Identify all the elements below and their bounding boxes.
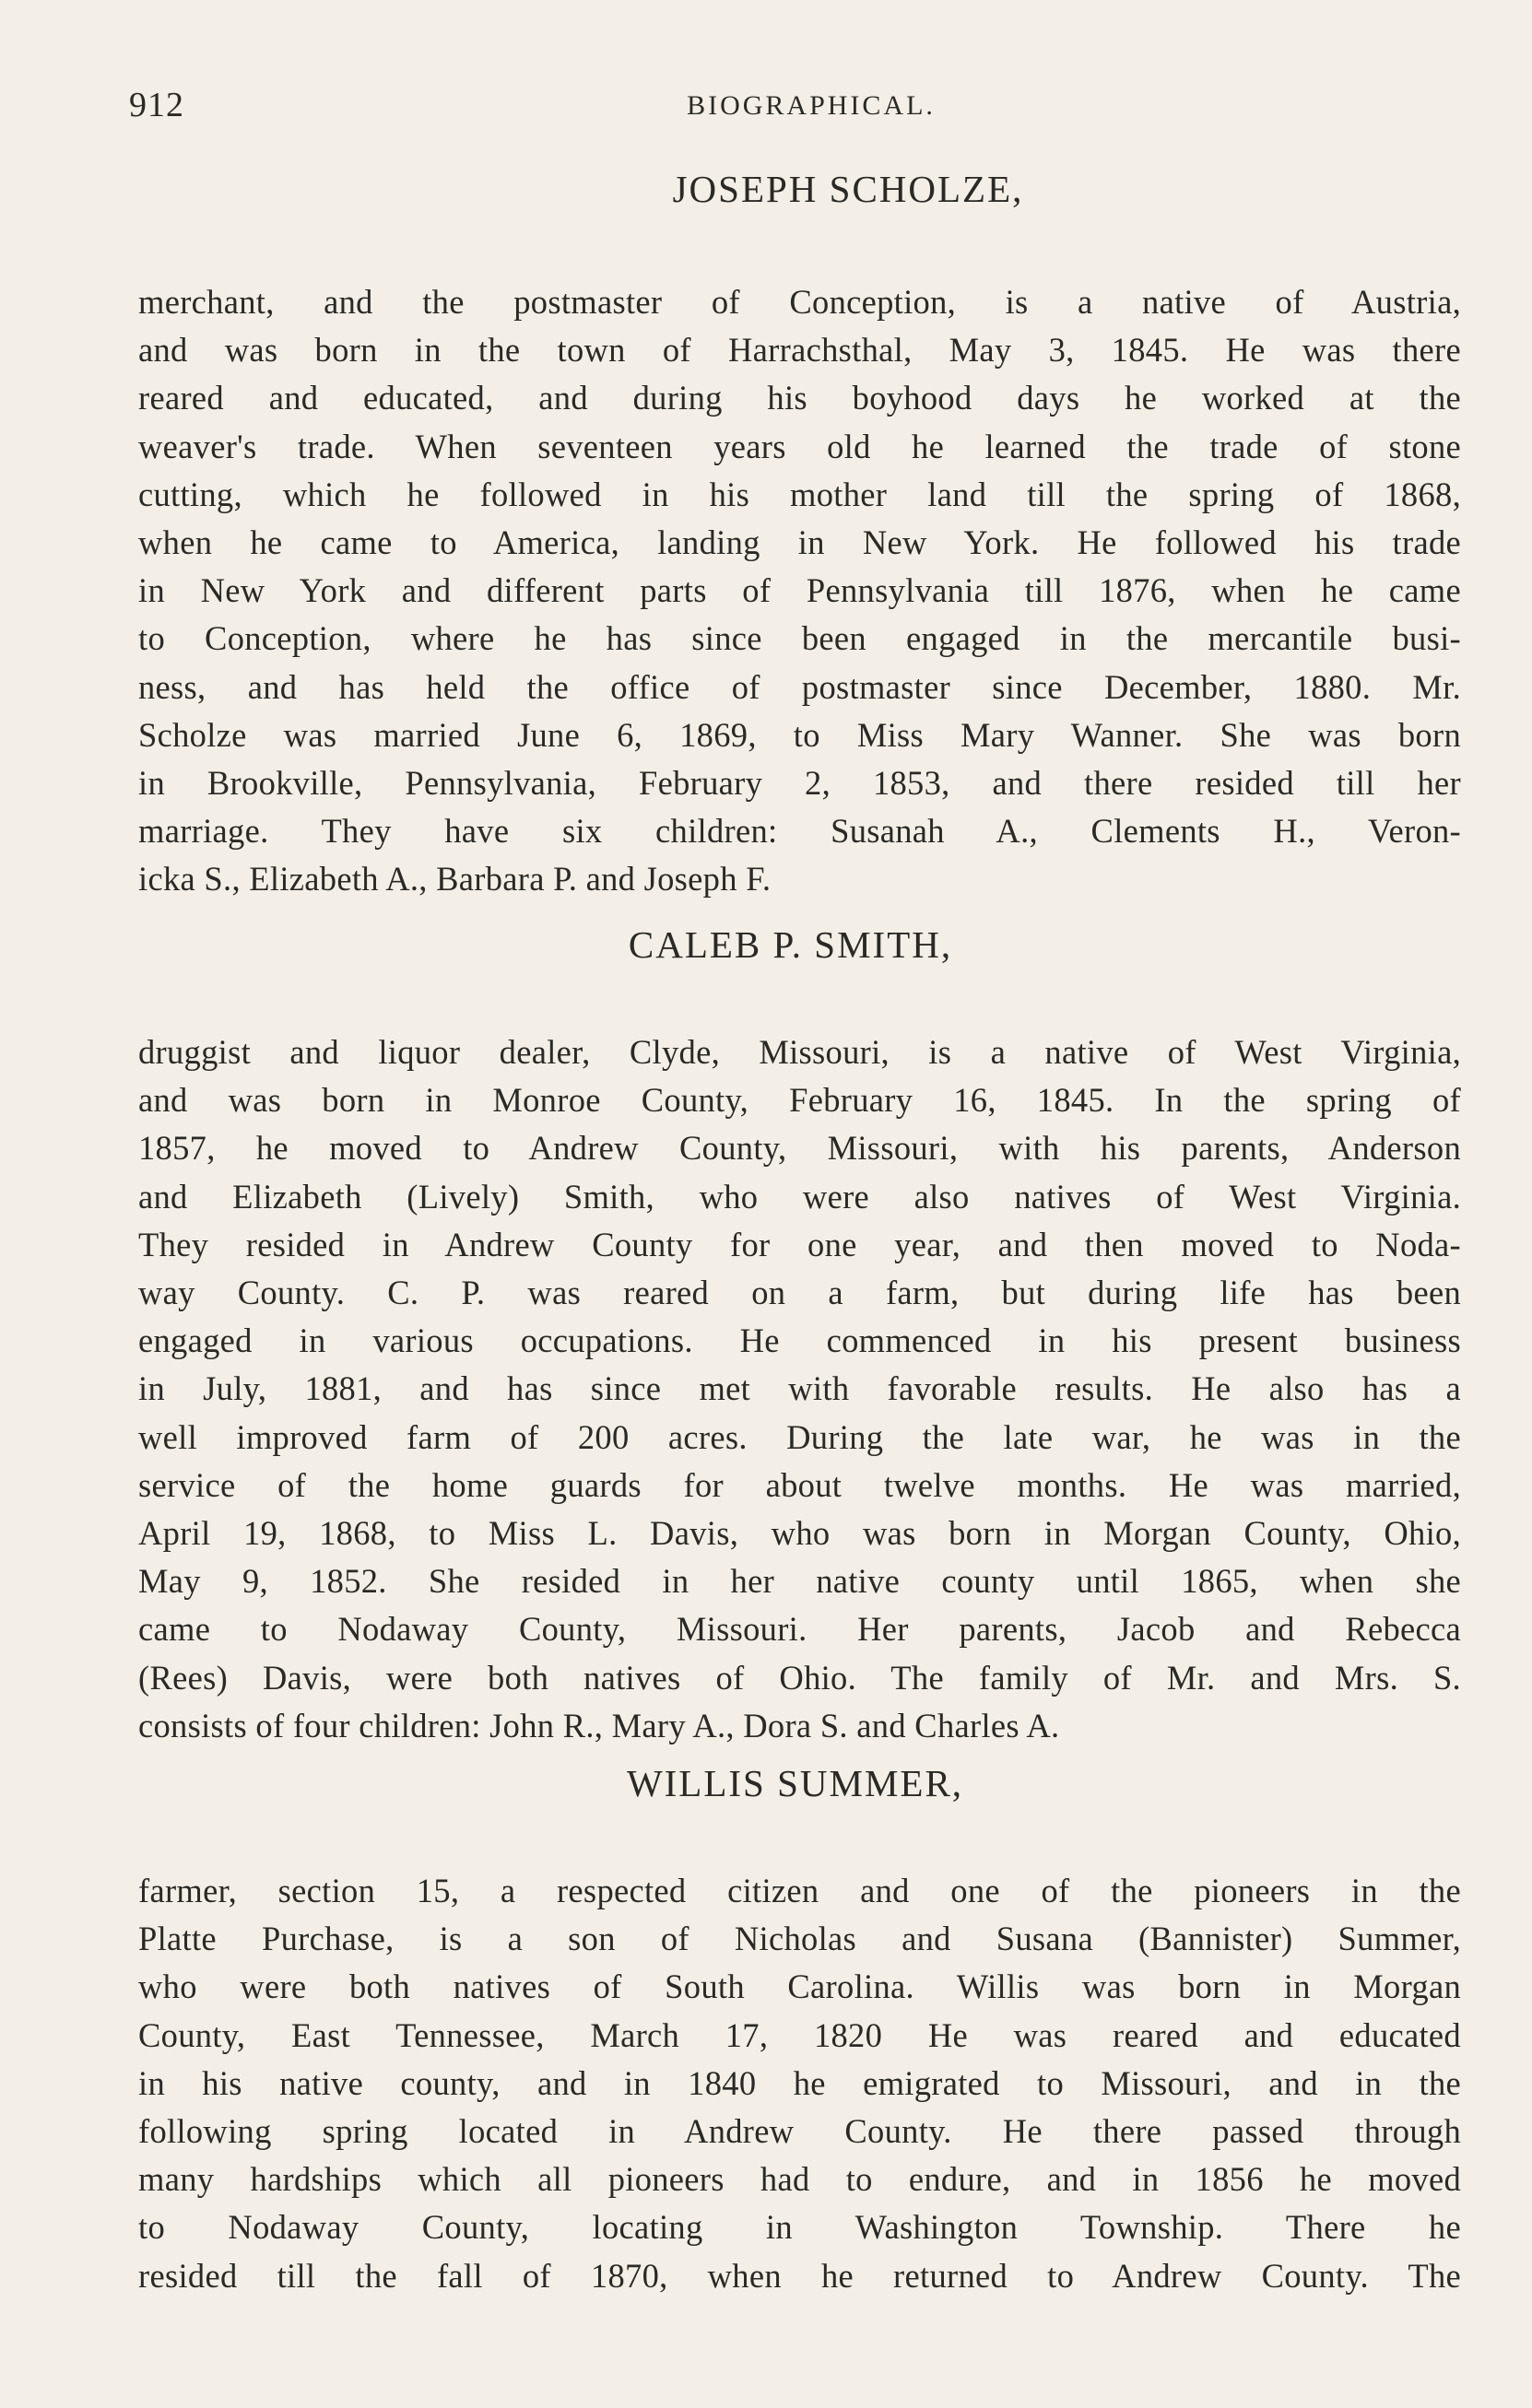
text-line: 1857, he moved to Andrew County, Missouri, with his parents, Anderson <box>138 1129 1461 1168</box>
text-line: in Brookville, Pennsylvania, February 2, 1853, and there resided till her <box>138 764 1461 803</box>
text-line: (Rees) Davis, were both natives of Ohio. The family of Mr. and Mrs. S. <box>138 1658 1461 1697</box>
entry-paragraph <box>138 278 1461 904</box>
text-line: May 9, 1852. She resided in her native county until 1865, when she <box>138 1562 1461 1601</box>
text-line: ness, and has held the office of postmaster since December, 1880. Mr. <box>138 667 1461 706</box>
entry-paragraph <box>138 1028 1461 1750</box>
text-line: resided till the fall of 1870, when he returned to Andrew County. The <box>138 2256 1461 2295</box>
entry-paragraph <box>138 1867 1461 2300</box>
entry-heading: CALEB P. SMITH, <box>628 923 953 966</box>
biography-entry-joseph-scholze <box>138 170 1461 904</box>
text-line: cutting, which he followed in his mother land till the spring of 1868, <box>138 475 1461 513</box>
text-line: icka S., Elizabeth A., Barbara P. and Joseph F. <box>138 860 772 899</box>
text-line: in his native county, and in 1840 he emigrated to Missouri, and in the <box>138 2063 1461 2102</box>
text-line: and was born in the town of Harrachsthal, May 3, 1845. He was there <box>138 331 1461 370</box>
text-line: who were both natives of South Carolina. Willis was born in Morgan <box>138 1968 1461 2006</box>
text-line: farmer, section 15, a respected citizen and one of the pioneers in the <box>138 1872 1461 1909</box>
text-line: merchant, and the postmaster of Conception, is a native of Austria, <box>138 283 1461 321</box>
text-line: marriage. They have six children: Susanah A., Clements H., Veron- <box>138 812 1461 851</box>
biography-entry-caleb-p-smith <box>138 923 1461 1750</box>
text-line: weaver's trade. When seventeen years old he learned the trade of stone <box>138 427 1461 465</box>
text-line: reared and educated, and during his boyhood days he worked at the <box>138 379 1461 417</box>
text-line: following spring located in Andrew County. He there passed through <box>138 2112 1461 2151</box>
text-line: County, East Tennessee, March 17, 1820 He was reared and educated <box>138 2015 1461 2054</box>
text-line: to Nodaway County, locating in Washington Township. There he <box>138 2208 1461 2247</box>
biography-entry-willis-summer <box>138 1762 1461 2300</box>
text-line: druggist and liquor dealer, Clyde, Missouri, is a native of West Virginia, <box>138 1033 1461 1071</box>
text-line: They resided in Andrew County for one year, and then moved to Noda- <box>138 1225 1461 1263</box>
text-line: consists of four children: John R., Mary A., Dora S. and Charles A. <box>138 1706 1060 1744</box>
text-line: in July, 1881, and has since met with favorable results. He also has a <box>138 1369 1461 1408</box>
running-head <box>129 85 1456 131</box>
page-number: 912 <box>129 86 184 124</box>
text-line: and Elizabeth (Lively) Smith, who were also natives of West Virginia. <box>138 1177 1461 1216</box>
text-line: and was born in Monroe County, February 16, 1845. In the spring of <box>138 1081 1461 1120</box>
text-line: came to Nodaway County, Missouri. Her parents, Jacob and Rebecca <box>138 1610 1461 1649</box>
entry-heading: JOSEPH SCHOLZE, <box>672 168 1024 210</box>
text-line: to Conception, where he has since been engaged in the mercantile busi- <box>138 619 1461 658</box>
text-line: when he came to America, landing in New York. He followed his trade <box>138 523 1461 562</box>
text-line: Scholze was married June 6, 1869, to Miss Mary Wanner. She was born <box>138 715 1461 754</box>
text-line: in New York and different parts of Pennsylvania till 1876, when he came <box>138 571 1461 610</box>
text-line: many hardships which all pioneers had to endure, and in 1856 he moved <box>138 2160 1461 2199</box>
running-head-title: BIOGRAPHICAL. <box>687 90 936 121</box>
text-line: way County. C. P. was reared on a farm, but during life has been <box>138 1274 1461 1312</box>
entry-heading: WILLIS SUMMER, <box>626 1762 964 1804</box>
text-line: service of the home guards for about twelve months. He was married, <box>138 1465 1461 1504</box>
text-line: Platte Purchase, is a son of Nicholas and Susana (Bannister) Summer, <box>138 1920 1461 1958</box>
text-line: April 19, 1868, to Miss L. Davis, who was born in Morgan County, Ohio, <box>138 1514 1461 1553</box>
text-line: well improved farm of 200 acres. During the late war, he was in the <box>138 1417 1461 1456</box>
text-line: engaged in various occupations. He commenced in his present business <box>138 1321 1461 1360</box>
